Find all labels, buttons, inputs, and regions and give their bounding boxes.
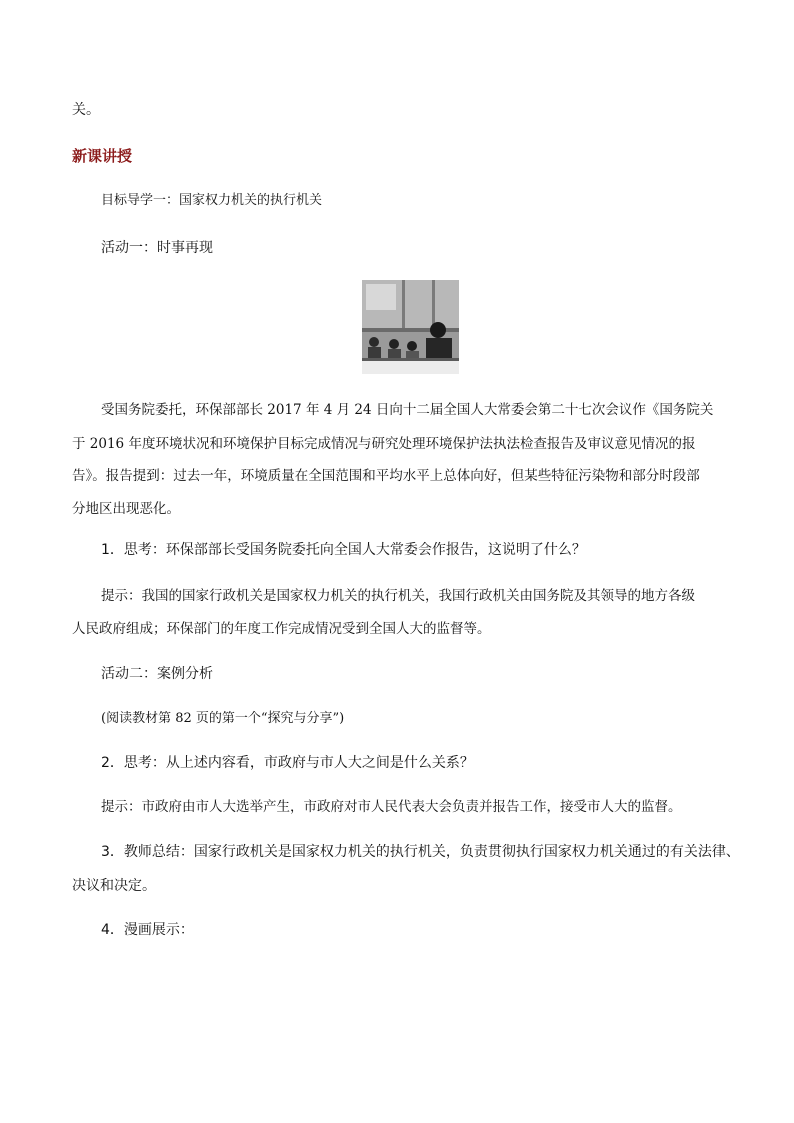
paragraph-line-3: 告》。报告提到：过去一年，环境质量在全国范围和平均水平上总体向好，但某些特征污染物和部分时段部: [72, 468, 700, 484]
question-1: 1．思考：环保部部长受国务院委托向全国人大常委会作报告，这说明了什么？: [101, 542, 586, 558]
activity-one-title: 活动一：时事再现: [101, 240, 213, 256]
comic-display: 4．漫画展示：: [101, 922, 194, 938]
activity-two-title: 活动二：案例分析: [101, 666, 213, 682]
section-heading: 新课讲授: [72, 147, 133, 165]
paragraph-line-1: 受国务院委托，环保部部长 2017 年 4 月 24 日向十二届全国人大常委会第二十七次会议作《国务院关: [101, 402, 714, 418]
paragraph-line-2: 于 2016 年度环境状况和环境保护目标完成情况与研究处理环境保护法执法检查报告及审议意见情况的报: [72, 436, 696, 452]
reading-note: (阅读教材第 82 页的第一个“探究与分享”): [101, 711, 345, 726]
teacher-summary-line-2: 决议和决定。: [72, 878, 156, 894]
meeting-photo-drawing: [362, 280, 459, 374]
hint-1-line-1: 提示：我国的国家行政机关是国家权力机关的执行机关，我国行政机关由国务院及其领导的地方各级: [101, 588, 695, 604]
hint-2: 提示：市政府由市人大选举产生，市政府对市人民代表大会负责并报告工作，接受市人大的监督。: [101, 799, 682, 815]
hint-1-line-2: 人民政府组成；环保部门的年度工作完成情况受到全国人大的监督等。: [72, 621, 491, 637]
paragraph-line-4: 分地区出现恶化。: [72, 501, 180, 517]
meeting-photo: [362, 280, 459, 374]
goal-title: 目标导学一：国家权力机关的执行机关: [101, 193, 323, 208]
teacher-summary-line-1: 3．教师总结：国家行政机关是国家权力机关的执行机关，负责贯彻执行国家权力机关通过的有关法律、: [101, 844, 740, 860]
continued-text: 关。: [72, 102, 100, 118]
question-2: 2．思考：从上述内容看，市政府与市人大之间是什么关系？: [101, 755, 474, 771]
